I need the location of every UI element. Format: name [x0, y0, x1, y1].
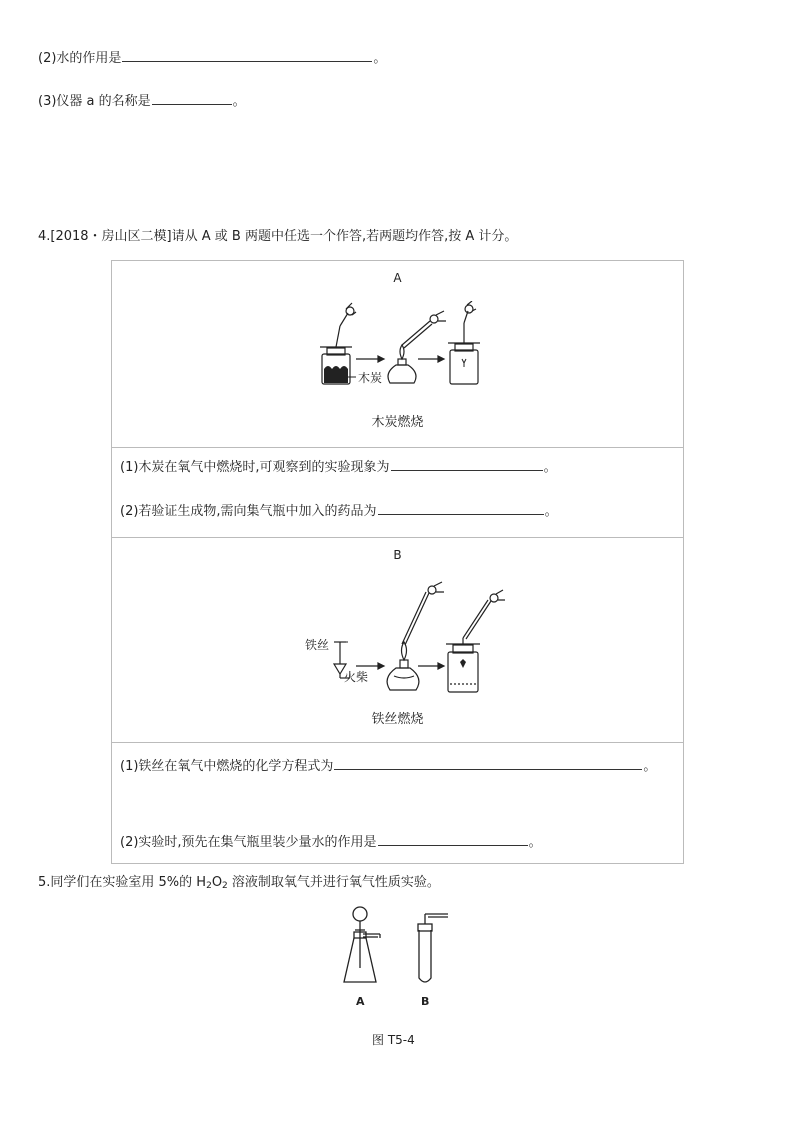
match-label: 火柴 — [344, 670, 369, 684]
section-b-q1-end: 。 — [643, 759, 657, 774]
q5-text-after: 溶液制取氧气并进行氧气性质实验。 — [227, 875, 440, 890]
section-a-questions — [112, 448, 684, 538]
glowing-charcoal — [462, 359, 466, 367]
section-b-q2-end: 。 — [528, 835, 542, 850]
q3-part2-end: 。 — [373, 51, 387, 66]
charcoal-label: 木炭 — [358, 371, 383, 385]
q5-subscript-2: 2 — [222, 881, 228, 891]
section-a-q2-text: (2)若验证生成物,需向集气瓶中加入的药品为 — [120, 504, 377, 519]
q3-part3-end: 。 — [232, 94, 246, 109]
answer-blank[interactable] — [378, 831, 528, 846]
tongs-2 — [402, 311, 446, 348]
answer-blank[interactable] — [152, 90, 232, 105]
section-b-q2-text: (2)实验时,预先在集气瓶里装少量水的作用是 — [120, 835, 377, 850]
apparatus-a — [344, 907, 380, 982]
alcohol-lamp — [388, 345, 416, 383]
section-b-label: B — [393, 548, 402, 562]
section-b-caption: 铁丝燃烧 — [371, 712, 424, 727]
q4-table — [111, 260, 684, 864]
gas-jar-2 — [448, 301, 480, 384]
tongs-1 — [340, 303, 356, 326]
alcohol-lamp — [387, 642, 419, 690]
section-a-label: A — [393, 271, 402, 285]
section-a-q1-text: (1)木炭在氧气中燃烧时,可观察到的实验现象为 — [120, 460, 390, 475]
arrow-2 — [418, 663, 444, 669]
apparatus-a-label: A — [356, 995, 365, 1008]
answer-blank[interactable] — [122, 47, 372, 62]
answer-blank[interactable] — [378, 500, 544, 515]
section-b-q2 — [120, 831, 542, 850]
answer-blank[interactable] — [391, 456, 543, 471]
answer-blank[interactable] — [334, 755, 642, 770]
q5-text-before: 5.同学们在实验室用 5%的 H — [38, 875, 207, 890]
section-a-caption: 木炭燃烧 — [371, 415, 424, 430]
section-a-figure — [112, 261, 684, 448]
section-a-q2-end: 。 — [544, 504, 558, 519]
section-b-questions — [112, 743, 684, 864]
q3-part3 — [38, 90, 246, 109]
section-a-q1 — [120, 456, 557, 475]
section-b-q1 — [120, 755, 656, 774]
tongs-1 — [402, 582, 444, 645]
q5-subscript-1: 2 — [206, 881, 212, 891]
wire-label: 铁丝 — [305, 638, 330, 652]
q4-header: 4.[2018・房山区二模]请从 A 或 B 两题中任选一个作答,若两题均作答,按 A 计分。 — [38, 229, 518, 244]
section-b-q1-text: (1)铁丝在氧气中燃烧的化学方程式为 — [120, 759, 334, 774]
q5-text — [38, 871, 440, 891]
q3-part2 — [38, 47, 386, 66]
section-a-q2 — [120, 500, 558, 519]
apparatus-figure — [330, 904, 490, 1004]
q3-part3-text: (3)仪器 a 的名称是 — [38, 94, 151, 109]
figure-caption: 图 T5-4 — [372, 1033, 415, 1047]
arrow-2 — [418, 356, 444, 362]
sparks — [460, 659, 466, 668]
q3-part2-text: (2)水的作用是 — [38, 51, 122, 66]
q5-text-mid: O — [211, 875, 223, 890]
gas-jar-water — [446, 590, 505, 692]
section-b-figure — [112, 538, 684, 743]
charcoal-pieces — [324, 366, 348, 383]
iron-wire-burning-figure — [112, 578, 685, 708]
arrow-1 — [356, 356, 384, 362]
apparatus-b-label: B — [421, 995, 430, 1008]
apparatus-b — [418, 914, 448, 982]
section-a-q1-end: 。 — [543, 460, 557, 475]
